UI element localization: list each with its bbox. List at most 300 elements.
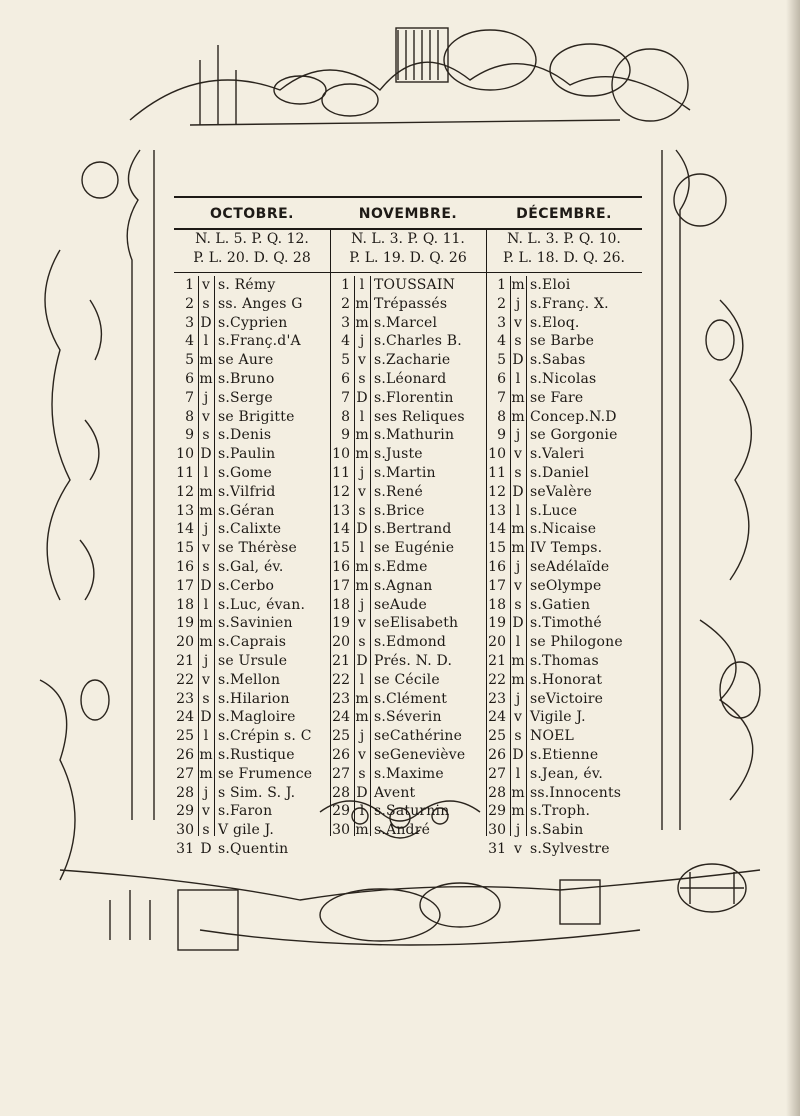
day-number: 7 xyxy=(341,389,350,406)
saint-name: s.Denis xyxy=(218,427,272,444)
day-row xyxy=(486,276,642,295)
day-number: 21 xyxy=(332,652,350,669)
top-rule xyxy=(174,196,642,198)
month-title-november: NOVEMBRE. xyxy=(358,206,458,222)
weekday-letter: j xyxy=(359,596,365,613)
day-number: 8 xyxy=(341,408,350,425)
day-number: 19 xyxy=(488,615,506,632)
moon-phases-line: N. L. 3. P. Q. 10. xyxy=(507,231,621,247)
weekday-letter: D xyxy=(200,709,212,726)
day-number: 10 xyxy=(176,446,194,463)
day-number: 28 xyxy=(332,784,350,801)
day-row xyxy=(330,765,486,784)
day-row xyxy=(174,821,330,840)
day-number: 12 xyxy=(176,483,194,500)
day-row xyxy=(330,314,486,333)
day-row xyxy=(330,746,486,765)
december-days xyxy=(486,276,642,859)
day-number: 25 xyxy=(488,728,506,745)
day-row xyxy=(174,708,330,727)
saint-name: s.Honorat xyxy=(530,671,603,688)
weekday-letter: v xyxy=(358,483,366,500)
weekday-letter: l xyxy=(359,803,365,820)
day-number: 11 xyxy=(488,464,506,481)
saint-name: s.Marcel xyxy=(374,314,438,331)
saint-name: se Thérèse xyxy=(218,540,298,557)
saint-name: s.Timothé xyxy=(530,615,602,632)
weekday-letter: l xyxy=(515,765,521,782)
weekday-letter: m xyxy=(199,765,213,782)
saint-name: s.Cerbo xyxy=(218,577,275,594)
day-row xyxy=(330,558,486,577)
weekday-letter: s xyxy=(358,765,366,782)
day-row xyxy=(174,652,330,671)
day-number: 24 xyxy=(332,709,350,726)
day-number: 22 xyxy=(332,671,350,688)
day-number: 11 xyxy=(332,464,350,481)
day-number: 20 xyxy=(488,634,506,651)
saint-name: s.Rustique xyxy=(218,746,295,763)
weekday-letter: m xyxy=(355,314,369,331)
day-row xyxy=(330,652,486,671)
saint-name: s.Martin xyxy=(374,464,436,481)
weekday-letter: s xyxy=(202,295,210,312)
moon-phases-december xyxy=(486,230,642,268)
day-row xyxy=(486,539,642,558)
day-row xyxy=(174,464,330,483)
calendar-table xyxy=(174,196,642,857)
saint-name: s.Sabin xyxy=(530,822,584,839)
weekday-letter: s xyxy=(202,822,210,839)
day-number: 20 xyxy=(332,634,350,651)
saint-name: s.Gome xyxy=(218,464,273,481)
saint-name: seElisabeth xyxy=(374,615,459,632)
day-row xyxy=(486,840,642,859)
day-number: 26 xyxy=(176,746,194,763)
saint-name: s.Mellon xyxy=(218,671,281,688)
day-row xyxy=(330,708,486,727)
day-number: 2 xyxy=(341,295,350,312)
saint-name: se Philogone xyxy=(530,634,623,651)
saint-name: se Eugénie xyxy=(374,540,455,557)
day-number: 29 xyxy=(488,803,506,820)
day-number: 24 xyxy=(488,709,506,726)
day-number: 5 xyxy=(341,352,350,369)
day-number: 4 xyxy=(341,333,350,350)
saint-name: s.Vilfrid xyxy=(218,483,276,500)
day-number: 27 xyxy=(176,765,194,782)
day-number: 29 xyxy=(176,803,194,820)
weekday-letter: m xyxy=(511,540,525,557)
weekday-letter: v xyxy=(202,540,210,557)
weekday-letter: m xyxy=(511,784,525,801)
day-row xyxy=(174,445,330,464)
day-row xyxy=(174,276,330,295)
day-row xyxy=(330,614,486,633)
still-life-top-decoration xyxy=(130,28,690,125)
saint-name: se Frumence xyxy=(218,765,313,782)
day-row xyxy=(330,483,486,502)
weekday-letter: m xyxy=(511,389,525,406)
day-number: 19 xyxy=(176,615,194,632)
day-number: 2 xyxy=(185,295,194,312)
day-number: 29 xyxy=(332,803,350,820)
weekday-letter: v xyxy=(514,446,522,463)
day-number: 9 xyxy=(341,427,350,444)
weekday-letter: j xyxy=(203,784,209,801)
day-row xyxy=(174,351,330,370)
moon-phases-line: N. L. 5. P. Q. 12. xyxy=(195,231,309,247)
saint-name: se Ursule xyxy=(218,652,288,669)
day-row xyxy=(486,614,642,633)
day-number: 6 xyxy=(185,370,194,387)
saint-name: s.Paulin xyxy=(218,446,276,463)
day-number: 3 xyxy=(497,314,506,331)
day-row xyxy=(174,614,330,633)
day-row xyxy=(174,426,330,445)
weekday-letter: D xyxy=(356,521,368,538)
day-row xyxy=(486,633,642,652)
saint-name: s.Charles B. xyxy=(374,333,462,350)
day-row xyxy=(486,652,642,671)
day-number: 1 xyxy=(185,277,194,293)
weekday-letter: j xyxy=(515,295,521,312)
weekday-letter: l xyxy=(515,634,521,651)
october-days xyxy=(174,276,330,859)
weekday-letter: l xyxy=(203,728,209,745)
day-row xyxy=(174,596,330,615)
moon-phases-line: N. L. 3. P. Q. 11. xyxy=(351,231,465,247)
day-number: 15 xyxy=(332,540,350,557)
weekday-letter: m xyxy=(511,652,525,669)
weekday-letter: v xyxy=(514,840,522,857)
weekday-letter: m xyxy=(199,615,213,632)
saint-name: seCathérine xyxy=(374,728,463,745)
saint-name: s.Séverin xyxy=(374,709,442,726)
day-row xyxy=(330,539,486,558)
weekday-letter: s xyxy=(202,427,210,444)
saint-name: se Brigitte xyxy=(218,408,295,425)
weekday-letter: l xyxy=(359,540,365,557)
saint-name: s.Agnan xyxy=(374,577,433,594)
weekday-letter: m xyxy=(511,521,525,538)
day-row xyxy=(486,426,642,445)
weekday-letter: s xyxy=(202,558,210,575)
day-row xyxy=(174,558,330,577)
weekday-letter: D xyxy=(512,352,524,369)
saint-name: s.Maxime xyxy=(374,765,444,782)
saint-name: s.Cyprien xyxy=(218,314,288,331)
weekday-letter: l xyxy=(359,408,365,425)
weekday-letter: j xyxy=(359,728,365,745)
day-number: 3 xyxy=(185,314,194,331)
saint-name: s.Bertrand xyxy=(374,521,452,538)
saint-name: ss. Anges G xyxy=(218,295,303,312)
weekday-letter: v xyxy=(358,746,366,763)
day-number: 14 xyxy=(332,521,350,538)
day-row xyxy=(486,765,642,784)
day-row xyxy=(174,389,330,408)
day-row xyxy=(486,483,642,502)
saint-name: s.Crépin s. C xyxy=(218,728,312,745)
weekday-letter: D xyxy=(512,746,524,763)
weekday-letter: m xyxy=(355,822,369,839)
weekday-letter: s xyxy=(202,690,210,707)
saint-name: s.Faron xyxy=(218,803,273,820)
weekday-letter: s xyxy=(358,634,366,651)
day-number: 1 xyxy=(341,277,350,293)
weekday-letter: j xyxy=(515,690,521,707)
day-row xyxy=(174,332,330,351)
day-row xyxy=(330,389,486,408)
day-number: 18 xyxy=(488,596,506,613)
saint-name: se Gorgonie xyxy=(530,427,618,444)
day-number: 30 xyxy=(176,822,194,839)
day-row xyxy=(486,389,642,408)
saint-name: seVictoire xyxy=(530,690,604,707)
day-row xyxy=(330,332,486,351)
weekday-letter: s xyxy=(514,333,522,350)
weekday-letter: v xyxy=(202,277,210,293)
weekday-letter: D xyxy=(200,577,212,594)
day-row xyxy=(486,802,642,821)
weekday-letter: v xyxy=(514,577,522,594)
day-number: 27 xyxy=(488,765,506,782)
saint-name: s.Edmond xyxy=(374,634,447,651)
saint-name: s Sim. S. J. xyxy=(218,784,296,801)
day-row xyxy=(330,445,486,464)
day-number: 16 xyxy=(332,558,350,575)
weekday-letter: v xyxy=(202,408,210,425)
day-row xyxy=(486,708,642,727)
saint-name: s.Florentin xyxy=(374,389,454,406)
day-number: 15 xyxy=(488,540,506,557)
day-number: 6 xyxy=(341,370,350,387)
saint-name: s.Edme xyxy=(374,558,428,575)
saint-name: s.Jean, év. xyxy=(530,765,603,782)
day-row xyxy=(486,520,642,539)
saint-name: s.Géran xyxy=(218,502,275,519)
day-number: 2 xyxy=(497,295,506,312)
saint-name: seValère xyxy=(530,483,592,500)
weekday-letter: j xyxy=(203,389,209,406)
day-row xyxy=(486,821,642,840)
day-number: 12 xyxy=(332,483,350,500)
day-number: 10 xyxy=(332,446,350,463)
weekday-letter: D xyxy=(356,784,368,801)
saint-name: s.Clément xyxy=(374,690,448,707)
day-row xyxy=(486,577,642,596)
day-number: 5 xyxy=(185,352,194,369)
month-title-december: DÉCEMBRE. xyxy=(516,206,612,222)
weekday-letter: m xyxy=(355,558,369,575)
saint-name: s.André xyxy=(374,822,431,839)
weekday-letter: v xyxy=(358,615,366,632)
day-number: 28 xyxy=(488,784,506,801)
day-number: 13 xyxy=(176,502,194,519)
weekday-letter: m xyxy=(511,408,525,425)
saint-name: Prés. N. D. xyxy=(374,652,453,669)
day-number: 30 xyxy=(488,822,506,839)
saint-name: seAdélaïde xyxy=(530,558,610,575)
weekday-letter: m xyxy=(355,690,369,707)
weekday-letter: j xyxy=(515,558,521,575)
moon-phases-line: P. L. 19. D. Q. 26 xyxy=(349,250,467,266)
saint-name: Concep.N.D xyxy=(530,408,617,425)
day-number: 23 xyxy=(176,690,194,707)
weekday-letter: s xyxy=(514,596,522,613)
moon-phases-line: P. L. 20. D. Q. 28 xyxy=(193,250,311,266)
weekday-letter: m xyxy=(511,671,525,688)
day-row xyxy=(486,502,642,521)
day-number: 17 xyxy=(176,577,194,594)
weekday-letter: m xyxy=(199,746,213,763)
weekday-letter: j xyxy=(359,464,365,481)
weekday-letter: D xyxy=(512,615,524,632)
weekday-letter: s xyxy=(358,370,366,387)
saint-name: seOlympe xyxy=(530,577,602,594)
saint-name: s.Bruno xyxy=(218,370,275,387)
day-row xyxy=(486,445,642,464)
saint-name: s.René xyxy=(374,483,423,500)
saint-name: s.Valeri xyxy=(530,446,585,463)
weekday-letter: D xyxy=(512,483,524,500)
saint-name: s.Caprais xyxy=(218,634,287,651)
day-number: 7 xyxy=(497,389,506,406)
day-number: 17 xyxy=(488,577,506,594)
day-row xyxy=(486,671,642,690)
day-number: 30 xyxy=(332,822,350,839)
weekday-letter: l xyxy=(359,277,365,293)
day-number: 1 xyxy=(497,277,506,293)
saint-name: s.Eloi xyxy=(530,277,571,293)
day-row xyxy=(330,520,486,539)
day-row xyxy=(486,370,642,389)
day-number: 4 xyxy=(497,333,506,350)
saint-name: s.Quentin xyxy=(218,840,289,857)
weekday-letter: m xyxy=(511,277,525,293)
saint-name: s.Eloq. xyxy=(530,314,580,331)
day-row xyxy=(174,746,330,765)
saint-name: s.Daniel xyxy=(530,464,590,481)
harvest-scene-bottom xyxy=(60,864,760,950)
phase-rule xyxy=(174,272,642,273)
day-row xyxy=(486,690,642,709)
day-number: 13 xyxy=(488,502,506,519)
weekday-letter: m xyxy=(355,577,369,594)
saint-name: se Aure xyxy=(218,352,274,369)
day-row xyxy=(330,671,486,690)
weekday-letter: l xyxy=(203,464,209,481)
saint-name: s.Saturnin xyxy=(374,803,450,820)
weekday-letter: l xyxy=(515,502,521,519)
day-row xyxy=(330,370,486,389)
weekday-letter: l xyxy=(359,671,365,688)
day-number: 19 xyxy=(332,615,350,632)
day-row xyxy=(174,370,330,389)
day-number: 20 xyxy=(176,634,194,651)
day-number: 27 xyxy=(332,765,350,782)
day-number: 25 xyxy=(332,728,350,745)
day-row xyxy=(330,577,486,596)
day-row xyxy=(330,351,486,370)
weekday-letter: D xyxy=(200,446,212,463)
day-number: 9 xyxy=(497,427,506,444)
day-row xyxy=(174,577,330,596)
day-row xyxy=(330,464,486,483)
saint-name: se Barbe xyxy=(530,333,595,350)
day-number: 13 xyxy=(332,502,350,519)
day-row xyxy=(330,727,486,746)
day-number: 3 xyxy=(341,314,350,331)
saint-name: Avent xyxy=(374,784,416,801)
saint-name: s.Zacharie xyxy=(374,352,451,369)
saint-name: se Fare xyxy=(530,389,584,406)
saint-name: se Cécile xyxy=(374,671,440,688)
right-vine-column xyxy=(662,150,760,830)
day-number: 18 xyxy=(176,596,194,613)
saint-name: NOEL xyxy=(530,728,575,745)
day-row xyxy=(486,558,642,577)
left-vine-column xyxy=(40,150,154,880)
day-row xyxy=(330,784,486,803)
weekday-letter: j xyxy=(515,427,521,444)
saint-name: s.Léonard xyxy=(374,370,447,387)
day-number: 10 xyxy=(488,446,506,463)
weekday-letter: m xyxy=(511,803,525,820)
day-number: 14 xyxy=(488,521,506,538)
day-number: 22 xyxy=(488,671,506,688)
day-row xyxy=(174,727,330,746)
day-number: 23 xyxy=(488,690,506,707)
day-number: 5 xyxy=(497,352,506,369)
saint-name: Trépassés xyxy=(374,295,448,312)
day-row xyxy=(486,295,642,314)
weekday-letter: m xyxy=(355,709,369,726)
day-row xyxy=(174,765,330,784)
saint-name: s.Troph. xyxy=(530,803,591,820)
november-days xyxy=(330,276,486,840)
day-number: 23 xyxy=(332,690,350,707)
day-row xyxy=(330,502,486,521)
day-number: 8 xyxy=(185,408,194,425)
day-number: 16 xyxy=(488,558,506,575)
day-row xyxy=(174,784,330,803)
day-row xyxy=(486,784,642,803)
day-row xyxy=(486,746,642,765)
day-number: 4 xyxy=(185,333,194,350)
saint-name: s.Savinien xyxy=(218,615,293,632)
weekday-letter: s xyxy=(358,502,366,519)
weekday-letter: D xyxy=(356,389,368,406)
saint-name: s.Luce xyxy=(530,502,578,519)
weekday-letter: D xyxy=(356,652,368,669)
weekday-letter: l xyxy=(203,333,209,350)
saint-name: s.Hilarion xyxy=(218,690,290,707)
day-row xyxy=(174,690,330,709)
weekday-letter: D xyxy=(200,840,212,857)
day-row xyxy=(174,314,330,333)
weekday-letter: j xyxy=(203,652,209,669)
day-row xyxy=(330,690,486,709)
saint-name: s.Brice xyxy=(374,502,425,519)
day-number: 15 xyxy=(176,540,194,557)
day-number: 8 xyxy=(497,408,506,425)
day-number: 7 xyxy=(185,389,194,406)
day-number: 12 xyxy=(488,483,506,500)
day-number: 22 xyxy=(176,671,194,688)
day-row xyxy=(330,596,486,615)
